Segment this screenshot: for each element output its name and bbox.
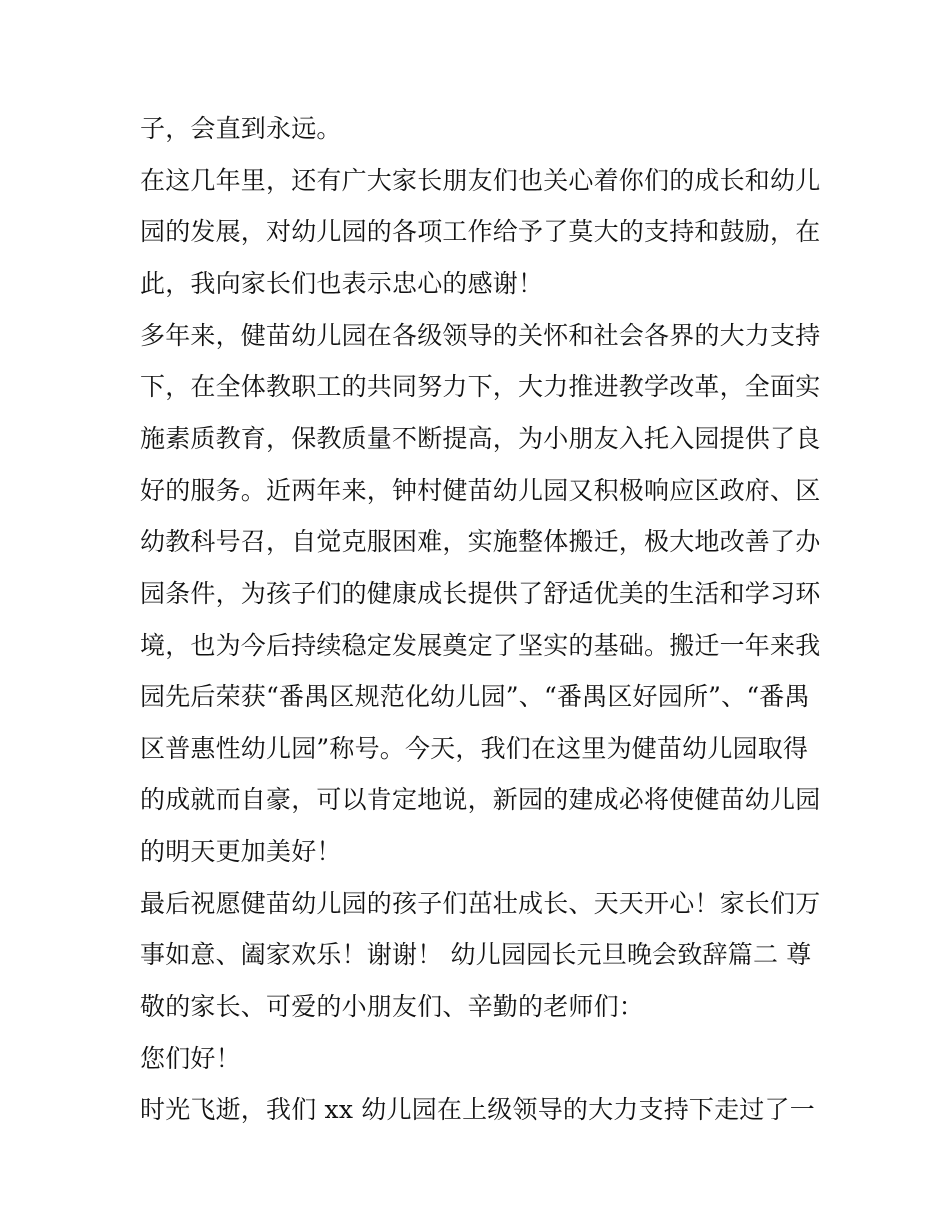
text-line: 在这几年里，还有广大家长朋友们也关心着你们的成长和幼儿 xyxy=(140,166,821,195)
text-line: 最后祝愿健苗幼儿园的孩子们茁壮成长、天天开心！家长们万 xyxy=(140,889,821,918)
text-line: 园先后荣获“番禺区规范化幼儿园”、“番禺区好园所”、“番禺 xyxy=(140,682,810,711)
text-line: 施素质教育，保教质量不断提高，为小朋友入托入园提供了良 xyxy=(140,424,821,453)
text-line: 园条件，为孩子们的健康成长提供了舒适优美的生活和学习环 xyxy=(140,579,821,608)
text-line: 的成就而自豪，可以肯定地说，新园的建成必将使健苗幼儿园 xyxy=(140,785,821,814)
text-line: 多年来，健苗幼儿园在各级领导的关怀和社会各界的大力支持 xyxy=(140,321,821,350)
text-line: 时光飞逝，我们 xx 幼儿园在上级领导的大力支持下走过了一 xyxy=(140,1095,815,1124)
text-line: 此，我向家长们也表示忠心的感谢！ xyxy=(140,269,544,298)
text-line: 子，会直到永远。 xyxy=(140,114,342,143)
text-line: 事如意、阖家欢乐！谢谢！ 幼儿园园长元旦晚会致辞篇二 尊 xyxy=(140,940,812,969)
text-line: 园的发展，对幼儿园的各项工作给予了莫大的支持和鼓励，在 xyxy=(140,217,821,246)
text-line: 下，在全体教职工的共同努力下，大力推进教学改革，全面实 xyxy=(140,372,821,401)
text-line: 好的服务。近两年来，钟村健苗幼儿园又积极响应区政府、区 xyxy=(140,476,821,505)
text-line: 境，也为今后持续稳定发展奠定了坚实的基础。搬迁一年来我 xyxy=(140,631,821,660)
text-line: 区普惠性幼儿园”称号。今天，我们在这里为健苗幼儿园取得 xyxy=(140,734,809,763)
text-line: 幼教科号召，自觉克服困难，实施整体搬迁，极大地改善了办 xyxy=(140,527,821,556)
text-line: 敬的家长、可爱的小朋友们、辛勤的老师们： xyxy=(140,992,645,1021)
text-line: 您们好！ xyxy=(140,1044,241,1073)
text-line: 的明天更加美好！ xyxy=(140,837,342,866)
